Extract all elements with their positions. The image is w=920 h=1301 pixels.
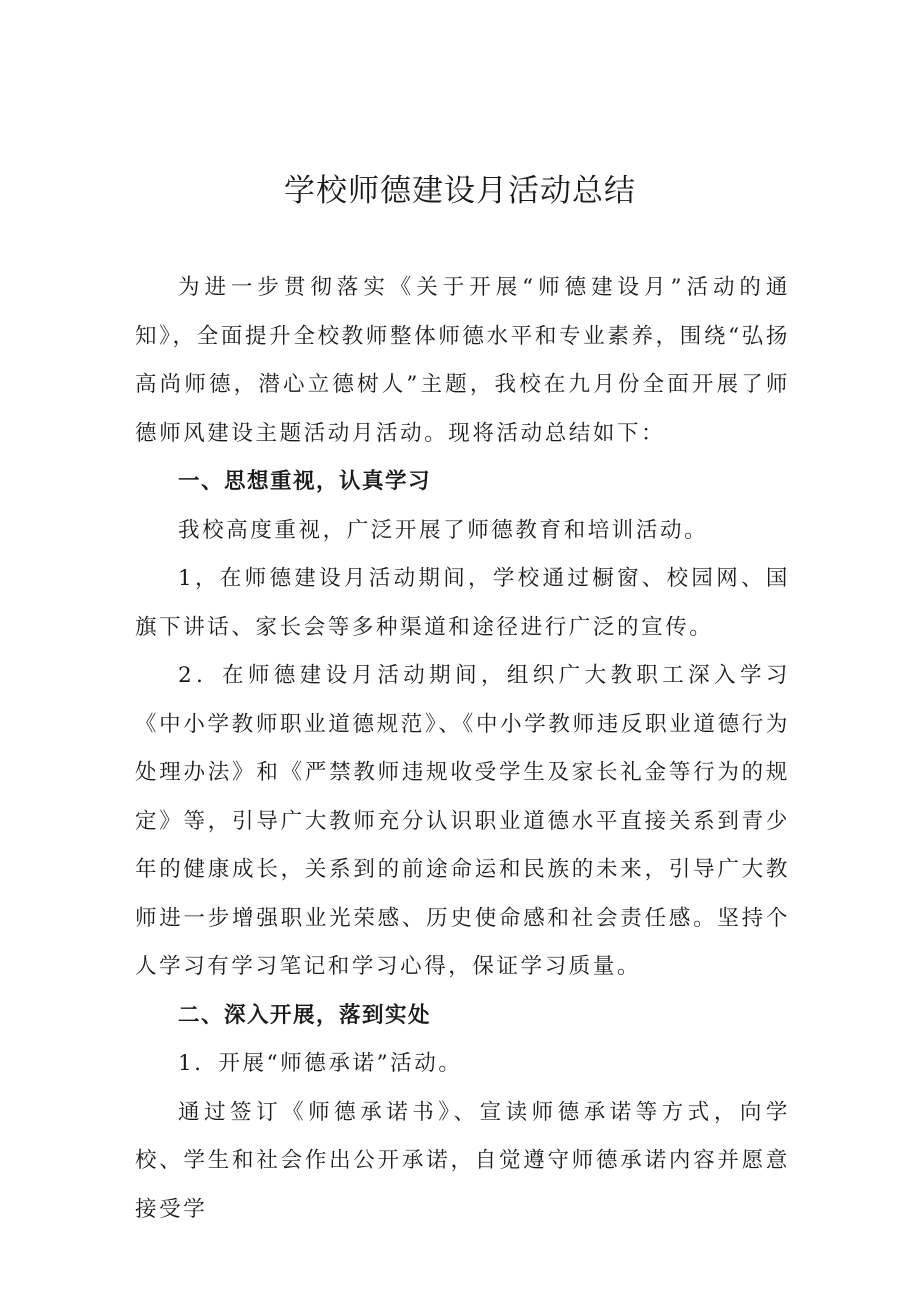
section-heading-2: 二、深入开展，落到实处 (178, 1002, 432, 1028)
document-body (135, 264, 790, 1234)
document-title: 学校师德建设月活动总结 (284, 173, 636, 209)
section-heading-1: 一、思想重视，认真学习 (178, 469, 432, 494)
section-2-item-1-body: 通过签订《师德承诺书》、宣读师德承诺等方式，向学校、学生和社会作出公开承诺，自觉遵守师德承诺内容并愿意接受学 (135, 1099, 790, 1222)
section-1-summary: 我校高度重视，广泛开展了师德教育和培训活动。 (178, 517, 709, 543)
section-1-item-2: 2．在师德建设月活动期间，组织广大教职工深入学习《中小学教师职业道德规范》、《中小学教师违反职业道德行为处理办法》和《严禁教师违规收受学生及家长礼金等行为的规定》等，引导广大教师充分认识职业道德水平直接关系到青少年的健康成长，关系到的前途命运和民族的未来，引导广大教师进一步增强职业光荣感、历史使命感和社会责任感。坚持个人学习有学习笔记和学习心得，保证学习质量。 (135, 663, 790, 979)
section-2-item-1: 1．开展“师德承诺”活动。 (178, 1051, 463, 1076)
section-1-item-1: 1，在师德建设月活动期间，学校通过橱窗、校园网、国旗下讲话、家长会等多种渠道和途径进行广泛的宣传。 (135, 566, 790, 640)
intro-paragraph: 为进一步贯彻落实《关于开展“师德建设月”活动的通知》，全面提升全校教师整体师德水平和专业素养，围绕“弘扬高尚师德，潜心立德树人”主题，我校在九月份全面开展了师德师风建设主题活动月活动。现将活动总结如下： (135, 275, 790, 446)
